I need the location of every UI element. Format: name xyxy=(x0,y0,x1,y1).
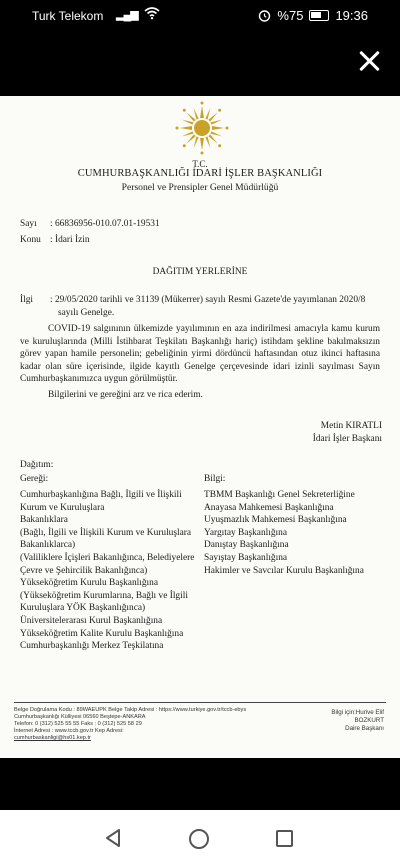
wifi-icon xyxy=(144,5,160,21)
closing-line: Bilgilerini ve gereğini arz ve rica ederim. xyxy=(48,390,203,400)
battery-icon xyxy=(309,10,329,21)
gerei-label: Gereği: xyxy=(20,474,49,484)
list-item: TBMM Başkanlığı Genel Sekreterliğine xyxy=(204,490,355,500)
footer-line: cumhurbaskanligi@hs01.kep.tr xyxy=(14,735,91,741)
list-item: Sayıştay Başkanlığına xyxy=(204,552,288,563)
list-item: Yükseköğretim Kurulu Başkanlığına xyxy=(20,578,158,589)
clock: 19:36 xyxy=(335,8,368,23)
bilgi-label: Bilgi: xyxy=(204,474,226,484)
alarm-icon xyxy=(258,9,271,22)
list-item: (Valiliklere İçişleri Bakanlığınca, Belediyelere xyxy=(20,552,195,563)
footer-line: Bilgi için:Hurive Elif xyxy=(331,709,384,716)
list-item: Anayasa Mahkemesi Başkanlığına xyxy=(204,502,334,513)
status-bar xyxy=(0,0,400,32)
konu-label: Konu xyxy=(20,235,41,245)
list-item: Kuruluşlara YÖK Başkanlığınca) xyxy=(20,603,146,614)
list-item: Yargıtay Başkanlığına xyxy=(204,527,287,538)
ilgi-text: : 29/05/2020 tarihli ve 31139 (Mükerrer) sayılı Resmi Gazete'de yayımlanan 2020/8 xyxy=(50,295,366,305)
footer-line: Telefon: 0 (312) 525 55 55 Faks : 0 (312) 525 58 29 xyxy=(14,721,142,727)
back-icon[interactable] xyxy=(104,828,122,848)
footer-line: Belge Doğrulama Kodu : 89WAEUPK Belge Takip Adresi : https://www.turkiye.gov.tr/tccb-ebys xyxy=(14,707,247,713)
footer-line: Daire Başkanı xyxy=(345,725,384,732)
ilgi-text-cont: sayılı Genelge. xyxy=(58,308,115,318)
list-item: Çevre ve Şehircilik Bakanlığınca) xyxy=(20,565,148,576)
distribution-heading: DAĞITIM YERLERİNE xyxy=(152,267,248,277)
presidential-emblem-icon xyxy=(174,100,230,156)
tc-header: T.C. xyxy=(192,159,208,169)
battery-percent: %75 xyxy=(277,8,304,23)
sayi-value: : 66836956-010.07.01-19531 xyxy=(50,219,160,229)
list-item: Yükseköğretim Kalite Kurulu Başkanlığına xyxy=(20,628,184,639)
close-button[interactable] xyxy=(356,48,382,74)
footer-line: Cumhurbaşkanlığı Külliyesi 06560 Beştepe-ANKARA xyxy=(14,714,146,720)
footer-line: İnternet Adresi : www.tccb.gov.tr Kep Adresi: xyxy=(14,728,124,734)
distribution-label: Dağıtım: xyxy=(20,460,54,470)
agency-name: CUMHURBAŞKANLIĞI İDARİ İŞLER BAŞKANLIĞI xyxy=(77,168,323,179)
gerei-list xyxy=(20,489,194,653)
signer-title: İdari İşler Başkanı xyxy=(312,434,382,444)
list-item: Bakanlıklara xyxy=(20,515,68,526)
bilgi-list xyxy=(204,489,364,577)
footer-contact xyxy=(14,707,246,742)
footer-line: BOZKURT xyxy=(354,717,384,724)
sayi-label: Sayı xyxy=(20,219,37,229)
list-item: Üniversitelerarası Kurul Başkanlığına xyxy=(20,615,163,626)
list-item: (Yükseköğretim Kurumlarına, Bağlı ve İlgili xyxy=(20,590,188,601)
body-paragraph: COVID-19 salgınının ülkemizde yayılımının en aza indirilmesi amacıyla kamu kurum ve kuruluşlarında (Milli İstihbarat Teşkilatı Başkanlığı hariç) istihdam şekline bakılmaksızın görev yapan hamile personelin; gebeliğinin yirmi dördüncü haftasından otuz ikinci haftasına kadar olan süre içerisinde, ilgide kayıtlı Genelge çerçevesinde idari izinli sayılması Sayın Cumhurbaşkanımızca uygun görülmüştür. xyxy=(20,324,380,385)
status-right xyxy=(258,8,368,23)
footer-divider xyxy=(14,702,386,703)
department-name: Personel ve Prensipler Genel Müdürlüğü xyxy=(121,182,279,193)
ilgi-label: İlgi xyxy=(20,295,34,305)
list-item: (Bağlı, İlgili ve İlişkili Kurum ve Kuruluşlara xyxy=(20,527,192,538)
document-image xyxy=(0,96,400,758)
list-item: Kurum ve Kuruluşlara xyxy=(20,502,105,513)
signer-name: Metin KIRATLI xyxy=(320,421,382,431)
list-item: Cumhurbaşkanlığına Bağlı, İlgili ve İlişkili xyxy=(20,490,182,500)
list-item: Danıştay Başkanlığına xyxy=(204,540,289,551)
list-item: Hakimler ve Savcılar Kurulu Başkanlığına xyxy=(204,565,364,576)
carrier-name: Turk Telekom xyxy=(32,9,104,23)
list-item: Bakanlıklarca) xyxy=(20,540,76,551)
list-item: Uyuşmazlık Mahkemesi Başkanlığına xyxy=(204,515,347,526)
navigation-bar xyxy=(0,810,400,866)
signal-icon: ▂▄▆ xyxy=(116,9,138,21)
home-icon[interactable] xyxy=(189,829,209,849)
recent-apps-icon[interactable] xyxy=(276,830,293,847)
konu-value: : İdari İzin xyxy=(50,235,90,245)
footer-info-contact xyxy=(331,709,384,733)
list-item: Cumhurbaşkanlığı Merkez Teşkilatına xyxy=(20,641,164,652)
